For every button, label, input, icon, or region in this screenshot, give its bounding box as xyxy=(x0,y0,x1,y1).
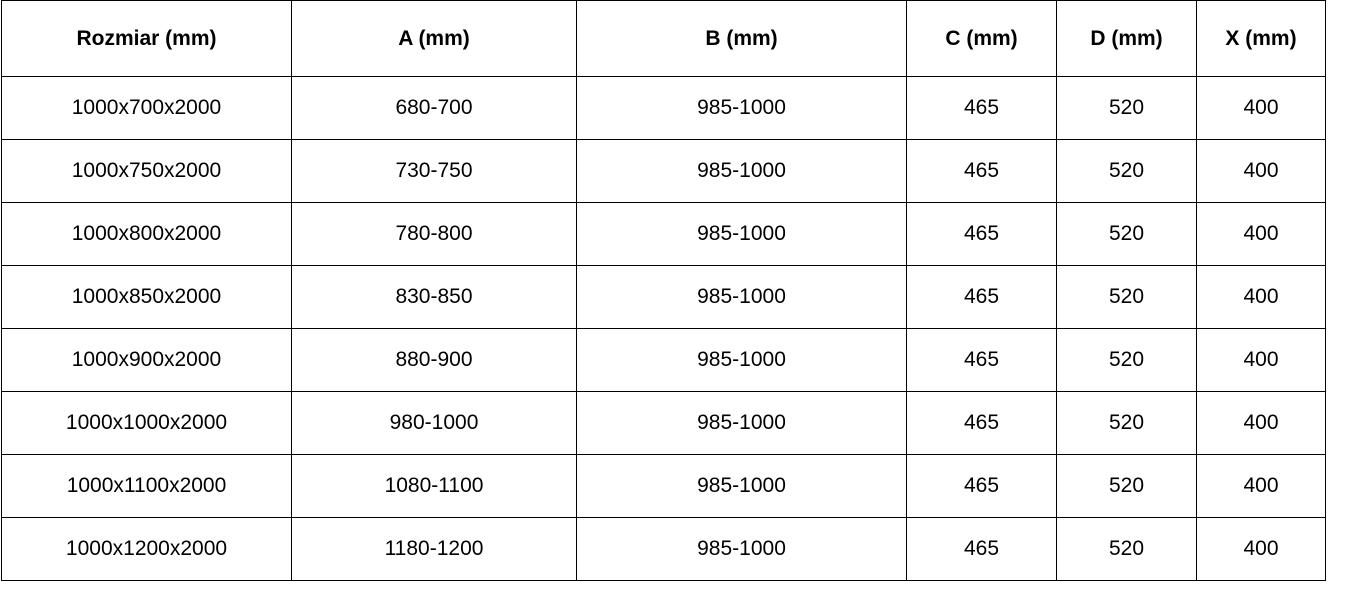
cell-c: 465 xyxy=(907,518,1057,581)
cell-x: 400 xyxy=(1197,329,1326,392)
cell-c: 465 xyxy=(907,203,1057,266)
cell-rozmiar: 1000x850x2000 xyxy=(2,266,292,329)
table-row xyxy=(2,203,1326,266)
cell-b: 985-1000 xyxy=(577,77,907,140)
cell-c: 465 xyxy=(907,392,1057,455)
cell-rozmiar: 1000x1000x2000 xyxy=(2,392,292,455)
dimensions-table xyxy=(1,0,1326,581)
cell-a: 680-700 xyxy=(292,77,577,140)
table-row xyxy=(2,455,1326,518)
cell-a: 780-800 xyxy=(292,203,577,266)
cell-x: 400 xyxy=(1197,203,1326,266)
cell-c: 465 xyxy=(907,455,1057,518)
column-header-c: C (mm) xyxy=(907,1,1057,77)
cell-rozmiar: 1000x1200x2000 xyxy=(2,518,292,581)
cell-b: 985-1000 xyxy=(577,518,907,581)
table-body xyxy=(2,77,1326,581)
table-row xyxy=(2,77,1326,140)
cell-x: 400 xyxy=(1197,392,1326,455)
cell-b: 985-1000 xyxy=(577,266,907,329)
table-header xyxy=(2,1,1326,77)
cell-b: 985-1000 xyxy=(577,329,907,392)
column-header-a: A (mm) xyxy=(292,1,577,77)
cell-rozmiar: 1000x900x2000 xyxy=(2,329,292,392)
cell-b: 985-1000 xyxy=(577,392,907,455)
cell-b: 985-1000 xyxy=(577,203,907,266)
cell-d: 520 xyxy=(1057,518,1197,581)
cell-rozmiar: 1000x1100x2000 xyxy=(2,455,292,518)
cell-d: 520 xyxy=(1057,77,1197,140)
column-header-rozmiar: Rozmiar (mm) xyxy=(2,1,292,77)
cell-x: 400 xyxy=(1197,266,1326,329)
cell-x: 400 xyxy=(1197,518,1326,581)
table-row xyxy=(2,392,1326,455)
cell-d: 520 xyxy=(1057,266,1197,329)
table-row xyxy=(2,140,1326,203)
table-header-row xyxy=(2,1,1326,77)
cell-d: 520 xyxy=(1057,329,1197,392)
cell-a: 980-1000 xyxy=(292,392,577,455)
cell-x: 400 xyxy=(1197,140,1326,203)
cell-b: 985-1000 xyxy=(577,140,907,203)
cell-a: 830-850 xyxy=(292,266,577,329)
cell-c: 465 xyxy=(907,266,1057,329)
column-header-x: X (mm) xyxy=(1197,1,1326,77)
cell-d: 520 xyxy=(1057,140,1197,203)
table-row xyxy=(2,266,1326,329)
column-header-b: B (mm) xyxy=(577,1,907,77)
cell-x: 400 xyxy=(1197,77,1326,140)
table-row xyxy=(2,518,1326,581)
cell-c: 465 xyxy=(907,77,1057,140)
table-row xyxy=(2,329,1326,392)
cell-a: 1180-1200 xyxy=(292,518,577,581)
cell-a: 880-900 xyxy=(292,329,577,392)
cell-x: 400 xyxy=(1197,455,1326,518)
cell-rozmiar: 1000x700x2000 xyxy=(2,77,292,140)
cell-rozmiar: 1000x750x2000 xyxy=(2,140,292,203)
cell-c: 465 xyxy=(907,140,1057,203)
cell-c: 465 xyxy=(907,329,1057,392)
cell-d: 520 xyxy=(1057,392,1197,455)
cell-b: 985-1000 xyxy=(577,455,907,518)
cell-rozmiar: 1000x800x2000 xyxy=(2,203,292,266)
cell-d: 520 xyxy=(1057,203,1197,266)
column-header-d: D (mm) xyxy=(1057,1,1197,77)
cell-d: 520 xyxy=(1057,455,1197,518)
cell-a: 730-750 xyxy=(292,140,577,203)
cell-a: 1080-1100 xyxy=(292,455,577,518)
